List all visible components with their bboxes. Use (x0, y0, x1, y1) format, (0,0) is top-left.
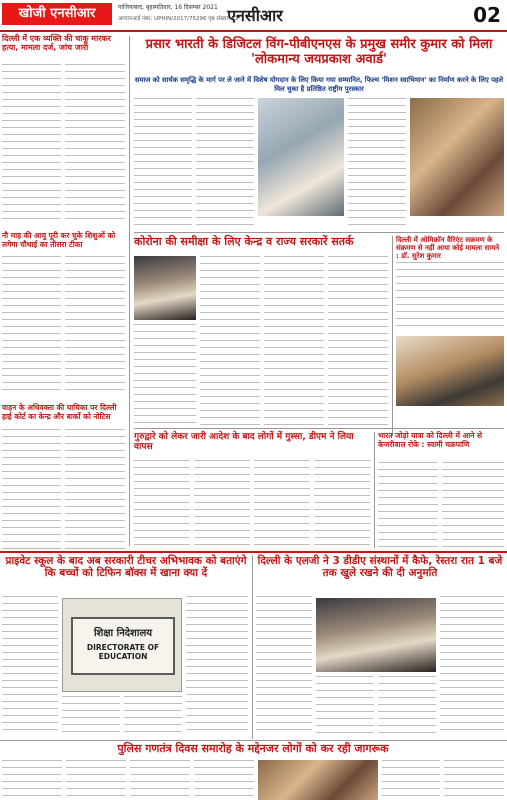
gurudwara-headline: गुरुद्वारे को लेकर जारी आदेश के बाद लोगों में गुस्सा, डीएम ने लिया वापस (134, 432, 354, 453)
police-body-col2 (66, 760, 126, 800)
award-photo (258, 98, 344, 216)
police-photo (258, 760, 378, 800)
section-title: एनसीआर (227, 6, 283, 25)
section-divider-4 (0, 740, 507, 741)
section-divider (134, 232, 504, 233)
gurudwara-body-col4 (314, 460, 370, 548)
story1-body (2, 64, 61, 224)
private-school-headline: प्राइवेट स्कूल के बाद अब सरकारी टीचर अभिभावक को बताएंगे कि बच्चों को टिफिन बॉक्स में खाना क्या दें (5, 555, 247, 580)
school-body-col1 (2, 596, 58, 736)
doctor-photo (396, 336, 504, 406)
lead-body-col1 (134, 98, 192, 228)
police-body-col6 (444, 760, 504, 800)
corona-body-col3 (328, 256, 388, 426)
corona-headline: कोरोना की समीक्षा के लिए केन्द्र व राज्य सरकारें सतर्क (134, 235, 354, 248)
paper-name: खोजी एनसीआर (2, 3, 112, 25)
lg-body-col1 (256, 596, 312, 736)
police-body-col1 (2, 760, 62, 800)
right-story-headline: दिल्ली में ओमिक्रॉन वैरिएंट सक्रमण के संक्रमण से नहीं आया कोई मामला सामने : डॉ. सुरेश कुमार (396, 236, 500, 261)
left-column (0, 34, 128, 554)
page-number: 02 (470, 3, 504, 27)
column-divider (129, 36, 130, 546)
corona-photo (134, 256, 196, 320)
sign-text-english: DIRECTORATE OF EDUCATION (86, 643, 160, 661)
section-divider-2 (134, 428, 504, 429)
police-body-col3 (130, 760, 190, 800)
corona-body-col1 (200, 256, 260, 426)
corona-body-col0 (134, 324, 196, 426)
section-divider-3 (0, 551, 507, 553)
lead-body-col3 (348, 98, 406, 228)
story2-body-col2 (65, 256, 125, 396)
bharat-body-col1 (378, 462, 438, 548)
story3-body-col2 (65, 429, 125, 549)
police-headline: पुलिस गणतंत्र दिवस समारोह के मद्देनजर लोगों को कर रही जागरूक (117, 742, 389, 755)
story3-body (2, 429, 61, 549)
lg-body-col4 (440, 596, 504, 736)
story1-body-col2 (65, 64, 125, 224)
lead-body-col2 (196, 98, 254, 228)
school-body-col2 (62, 696, 120, 738)
right-story-body (396, 262, 504, 332)
story2-body (2, 256, 61, 396)
story2-headline: नौ माह की आयु पूरी कर चुके शिशुओं को लगेगा चौथाई का तीसरा टीका (2, 231, 116, 249)
corona-body-col2 (264, 256, 324, 426)
award-photo-2 (410, 98, 504, 216)
lg-body-col3 (378, 676, 436, 736)
police-body-col5 (382, 760, 440, 800)
school-photo (62, 598, 182, 692)
gurudwara-body-col2 (194, 460, 250, 548)
lead-headline: प्रसार भारती के डिजिटल विंग-पीबीएनएस के प्रमुख समीर कुमार को मिला 'लोकमान्य जयप्रकाश अवार्ड' (145, 37, 493, 67)
bharat-body-col2 (442, 462, 504, 548)
lg-photo (316, 598, 436, 672)
column-divider-3 (374, 432, 375, 548)
registration-line: आरएनआई नंबर: UPHIN/2017/75296 पृष्ठ संख्या: 12 (118, 16, 239, 22)
column-divider-2 (392, 236, 393, 436)
issue-date: गाजियाबाद, बृहस्पतिवार, 16 दिसम्बर 2021 (118, 4, 218, 11)
story1-headline: दिल्ली में एक व्यक्ति की चाकू मारकर हत्या, मामला दर्ज, जांच जारी (2, 34, 111, 53)
gurudwara-body-col3 (254, 460, 310, 548)
gurudwara-body-col1 (134, 460, 190, 548)
story3-headline: वाहन के अधिवक्ता की याचिका पर दिल्ली हाई कोर्ट का केन्द्र और बार्को को नोटिस (2, 403, 117, 421)
police-body-col4 (194, 760, 254, 800)
sign-text-hindi: शिक्षा निदेशालय (93, 628, 153, 639)
column-divider-4 (252, 555, 253, 739)
sign-board (71, 617, 175, 675)
school-body-col4 (186, 596, 248, 736)
school-body-col3 (124, 696, 182, 738)
lead-subhead: समाज को सार्थक समृद्धि के मार्ग पर ले जाने में विशेष योगदान के लिए किया गया सम्मानित, फिल्म 'मिशन स्वाभिमान' का निर्माण करने के लिए पहले मिल चुका है प्रतिष्ठित राष्ट्रीय पुरस्कार (134, 76, 504, 93)
lg-body-col2 (316, 676, 374, 736)
lg-headline: दिल्ली के एलजी ने 3 डीडीए संस्थानों में कैफे, रेस्तरा रात 1 बजे तक खुले रखने की दी अनुमति (257, 555, 503, 580)
bharat-headline: भारत जोड़ो यात्रा को दिल्ली में आने से केजरीवाल रोके : स्वामी चक्रपाणि (378, 431, 483, 449)
